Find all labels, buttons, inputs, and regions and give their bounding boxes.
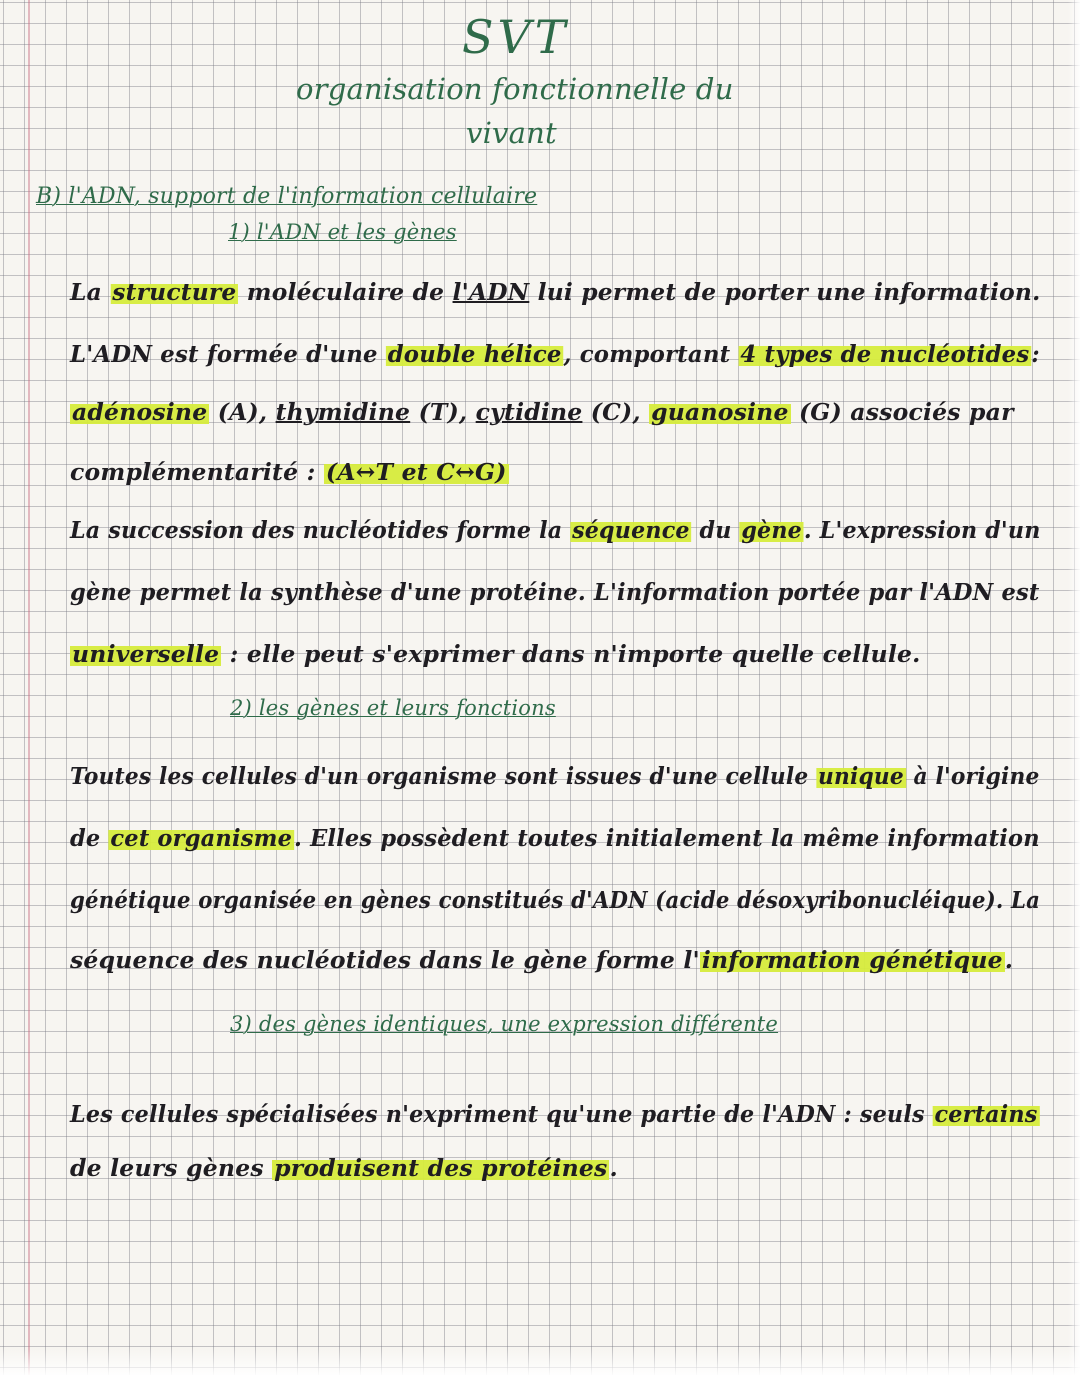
text-run: , comportant: [563, 340, 739, 368]
text-run: La: [70, 278, 111, 306]
text-run: (G) associés par: [790, 398, 1014, 426]
text-run: à l'origine: [905, 762, 1040, 790]
text-run: séquence des nucléotides dans le gène forme l': [70, 946, 700, 974]
paragraph-line: [70, 516, 1041, 544]
text-run: génétique organisée en gènes constitués d'ADN (acide désoxyribonucléique). La: [70, 886, 1041, 914]
text-run: Toutes les cellules d'un organisme sont issues d'une cellule: [70, 762, 817, 790]
highlighted-term: guanosine: [651, 398, 789, 426]
paragraph-line: [70, 1154, 618, 1182]
text-run: :: [1031, 340, 1040, 368]
highlighted-term: certains: [934, 1100, 1038, 1128]
torn-edge-bottom: [0, 1349, 1080, 1375]
paragraph-line: [70, 886, 1040, 914]
text-run: du: [691, 516, 740, 544]
page-title: SVT: [462, 10, 570, 64]
page-subtitle-line1: organisation fonctionnelle du: [296, 72, 734, 106]
text-run: . Elles possèdent toutes initialement la même information: [294, 824, 1040, 852]
underlined-term: l'ADN: [452, 278, 530, 306]
paragraph-line: [70, 340, 1040, 368]
text-run: La succession des nucléotides forme la: [70, 516, 571, 544]
text-run: L'ADN est formée d'une: [70, 340, 386, 368]
paragraph-line: [70, 578, 1039, 606]
text-run: (T),: [410, 398, 476, 426]
paragraph-line: [70, 824, 1040, 852]
subsection-heading-3: 3) des gènes identiques, une expression différente: [230, 1012, 779, 1036]
margin-line: [28, 0, 30, 1375]
subsection-heading-2: 2) les gènes et leurs fonctions: [230, 696, 556, 720]
paragraph-line: [70, 458, 509, 486]
paragraph-line: [70, 640, 921, 668]
text-run: : elle peut s'exprimer dans n'importe quelle cellule.: [221, 640, 921, 668]
paragraph-line: [70, 398, 1014, 426]
highlighted-term: universelle: [72, 640, 220, 668]
highlighted-term: (A↔T et C↔G): [325, 458, 507, 486]
underlined-term: cytidine: [475, 398, 583, 426]
text-run: . L'expression d'un: [803, 516, 1041, 544]
text-run: de leurs gènes: [70, 1154, 273, 1182]
text-run: de: [70, 824, 109, 852]
text-run: .: [1004, 946, 1014, 974]
text-run: complémentarité :: [70, 458, 324, 486]
paragraph-line: [70, 278, 1040, 306]
highlighted-term: séquence: [572, 516, 690, 544]
highlighted-term: unique: [817, 762, 904, 790]
highlighted-term: 4 types de nucléotides: [740, 340, 1030, 368]
highlighted-term: produisent des protéines: [274, 1154, 608, 1182]
section-heading-b: B) l'ADN, support de l'information cellulaire: [36, 184, 538, 209]
highlighted-term: gène: [741, 516, 802, 544]
underlined-term: thymidine: [275, 398, 411, 426]
text-run: Les cellules spécialisées n'expriment qu'une partie de l'ADN : seuls: [70, 1100, 933, 1128]
torn-edge-right: [1068, 0, 1080, 1375]
paragraph-line: [70, 946, 1013, 974]
paragraph-line: [70, 1100, 1039, 1128]
page-subtitle-line2: vivant: [466, 116, 557, 150]
text-run: (C),: [582, 398, 650, 426]
text-run: (A),: [209, 398, 276, 426]
text-run: gène permet la synthèse d'une protéine. L'information portée par l'ADN est: [70, 578, 1040, 606]
text-run: moléculaire de: [238, 278, 453, 306]
highlighted-term: adénosine: [72, 398, 208, 426]
text-run: lui permet de porter une information.: [529, 278, 1041, 306]
paragraph-line: [70, 762, 1040, 790]
highlighted-term: structure: [112, 278, 237, 306]
highlighted-term: cet organisme: [110, 824, 293, 852]
highlighted-term: double hélice: [387, 340, 562, 368]
subsection-heading-1: 1) l'ADN et les gènes: [228, 220, 457, 244]
text-run: .: [609, 1154, 618, 1182]
highlighted-term: information génétique: [701, 946, 1003, 974]
